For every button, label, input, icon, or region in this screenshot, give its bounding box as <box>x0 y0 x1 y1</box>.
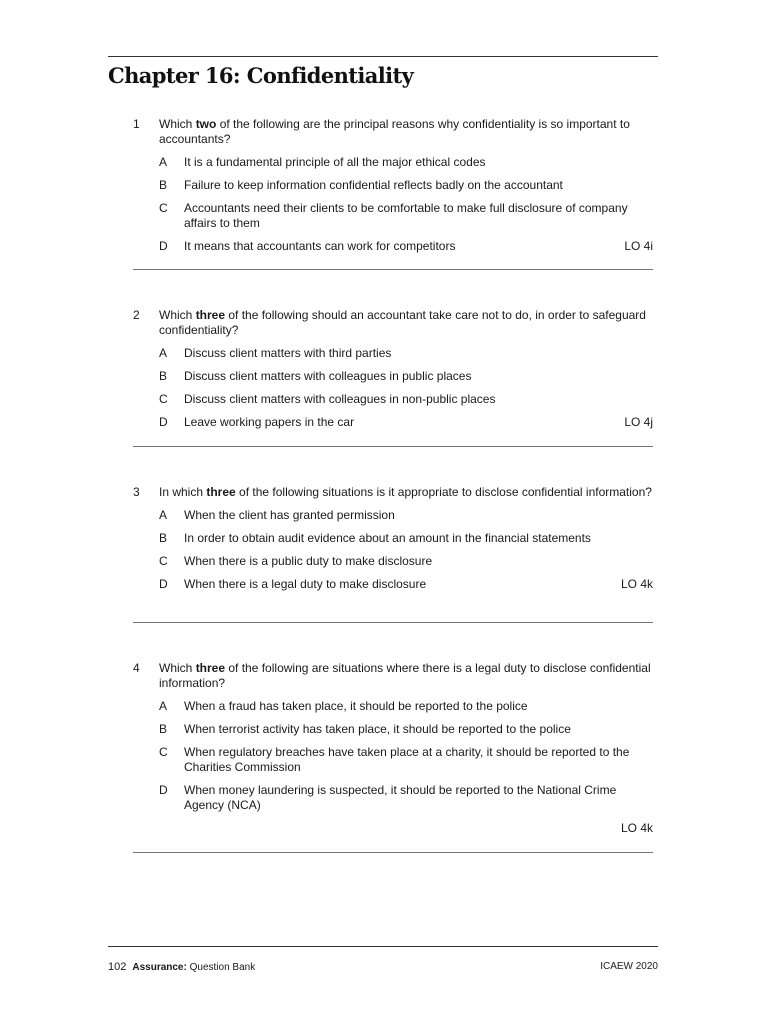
option-text: It means that accountants can work for competitors <box>184 239 456 253</box>
option-letter: A <box>159 346 168 360</box>
question-keyword: three <box>195 661 226 675</box>
question-stem <box>133 117 653 147</box>
question-4 <box>133 661 653 844</box>
publisher: ICAEW 2020 <box>600 961 658 972</box>
top-rule <box>108 56 658 57</box>
question-text <box>159 661 653 691</box>
page-number: 102 <box>108 961 127 973</box>
option-letter: B <box>159 531 168 545</box>
option-text: When money laundering is suspected, it should be reported to the National Crime Agency (NCA) <box>184 783 617 812</box>
question-number: 3 <box>133 485 140 499</box>
answer-option-c <box>159 554 653 569</box>
answer-options <box>133 699 653 813</box>
option-letter: B <box>159 369 168 383</box>
option-letter: A <box>159 699 168 713</box>
option-text: Discuss client matters with colleagues in non-public places <box>184 392 496 406</box>
question-text <box>159 117 653 147</box>
footer-left <box>108 961 255 973</box>
answer-option-a <box>159 155 653 170</box>
page-footer <box>108 961 658 973</box>
question-stem <box>133 661 653 691</box>
option-text: Discuss client matters with colleagues in public places <box>184 369 472 383</box>
question-3 <box>133 485 653 600</box>
question-text-start: Which <box>159 117 196 131</box>
question-keyword: three <box>195 308 226 322</box>
option-letter: D <box>159 239 168 253</box>
question-stem <box>133 485 653 500</box>
answer-option-b <box>159 722 653 737</box>
option-text: When terrorist activity has taken place, it should be reported to the police <box>184 722 571 736</box>
chapter-title: Chapter 16: Confidentiality <box>108 63 414 88</box>
footer-rule <box>108 946 658 947</box>
question-number: 2 <box>133 308 140 322</box>
answer-option-b <box>159 531 653 546</box>
question-divider <box>133 269 653 270</box>
question-text <box>159 485 653 500</box>
option-letter: C <box>159 745 168 759</box>
question-divider <box>133 446 653 447</box>
answer-option-b <box>159 178 653 193</box>
question-keyword: two <box>195 117 217 131</box>
answer-options <box>133 508 653 592</box>
question-text-end: of the following are the principal reasons why confidentiality is so important to accountants? <box>159 117 630 146</box>
option-letter: D <box>159 783 168 797</box>
option-letter: C <box>159 554 168 568</box>
answer-option-b <box>159 369 653 384</box>
question-divider <box>133 852 653 853</box>
option-letter: B <box>159 722 168 736</box>
option-text: Leave working papers in the car <box>184 415 355 429</box>
option-text: When there is a public duty to make disclosure <box>184 554 433 568</box>
question-1 <box>133 117 653 262</box>
question-text-end: of the following are situations where there is a legal duty to disclose confidential information? <box>159 661 651 690</box>
option-letter: A <box>159 155 168 169</box>
answer-option-d <box>159 577 653 592</box>
question-stem <box>133 308 653 338</box>
answer-option-d <box>159 415 653 430</box>
option-text: Failure to keep information confidential reflects badly on the accountant <box>184 178 563 192</box>
question-text-end: of the following should an accountant take care not to do, in order to safeguard confidentiality? <box>159 308 646 337</box>
option-text: When regulatory breaches have taken place at a charity, it should be reported to the Charities Commission <box>184 745 630 774</box>
question-divider <box>133 622 653 623</box>
option-letter: D <box>159 415 168 429</box>
answer-option-c <box>159 745 653 775</box>
option-text: Discuss client matters with third parties <box>184 346 392 360</box>
option-letter: D <box>159 577 168 591</box>
option-text: It is a fundamental principle of all the major ethical codes <box>184 155 486 169</box>
option-letter: C <box>159 392 168 406</box>
option-letter: A <box>159 508 168 522</box>
option-text: When the client has granted permission <box>184 508 395 522</box>
question-text-start: Which <box>159 308 196 322</box>
question-text <box>159 308 653 338</box>
book-title-bold: Assurance: <box>132 962 187 973</box>
question-number: 1 <box>133 117 140 131</box>
learning-outcome: LO 4j <box>624 415 653 429</box>
question-keyword: three <box>206 485 236 499</box>
option-text: When there is a legal duty to make disclosure <box>184 577 427 591</box>
learning-outcome: LO 4i <box>624 239 653 253</box>
answer-option-a <box>159 346 653 361</box>
learning-outcome: LO 4k <box>620 577 653 591</box>
answer-option-c <box>159 392 653 407</box>
answer-options <box>133 155 653 254</box>
learning-outcome: LO 4k <box>620 821 653 835</box>
option-text: Accountants need their clients to be comfortable to make full disclosure of company affairs to them <box>184 201 628 230</box>
book-title-rest: Question Bank <box>186 962 256 973</box>
answer-option-d <box>159 239 653 254</box>
answer-option-a <box>159 699 653 714</box>
option-text: In order to obtain audit evidence about an amount in the financial statements <box>184 531 591 545</box>
option-letter: C <box>159 201 168 215</box>
option-text: When a fraud has taken place, it should be reported to the police <box>184 699 528 713</box>
answer-options <box>133 346 653 430</box>
question-text-start: In which <box>159 485 207 499</box>
answer-option-d <box>159 783 653 813</box>
question-number: 4 <box>133 661 140 675</box>
answer-option-a <box>159 508 653 523</box>
question-2 <box>133 308 653 438</box>
question-text-start: Which <box>159 661 196 675</box>
question-text-end: of the following situations is it appropriate to disclose confidential information? <box>235 485 652 499</box>
option-letter: B <box>159 178 168 192</box>
answer-option-c <box>159 201 653 231</box>
